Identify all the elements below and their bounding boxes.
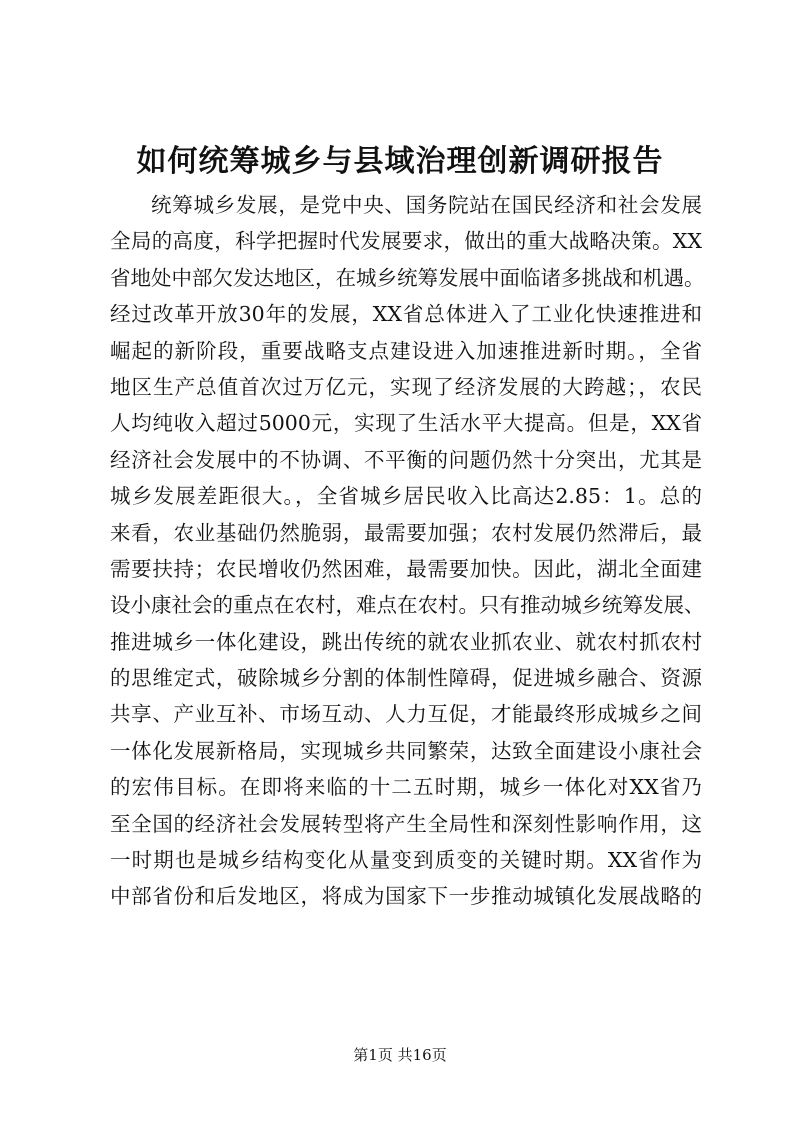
paragraph-line: 至全国的经济社会发展转型将产生全局性和深刻性影响作用，这 [110, 811, 702, 836]
paragraph-line: 省地处中部欠发达地区，在城乡统筹发展中面临诸多挑战和机遇。 [110, 265, 705, 290]
paragraph-line: 的宏伟目标。在即将来临的十二五时期，城乡一体化对XX省乃 [110, 775, 702, 800]
paragraph-line: 城乡发展差距很大。，全省城乡居民收入比高达2.85：1。总的 [110, 484, 702, 509]
paragraph-line: 推进城乡一体化建设，跳出传统的就农业抓农业、就农村抓农村 [110, 629, 702, 654]
paragraph-line: 全局的高度，科学把握时代发展要求，做出的重大战略决策。XX [110, 229, 702, 254]
paragraph-line: 人均纯收入超过5000元，实现了生活水平大提高。但是，XX省 [110, 411, 702, 436]
paragraph-line: 来看，农业基础仍然脆弱，最需要加强；农村发展仍然滞后，最 [110, 520, 702, 545]
document-title: 如何统筹城乡与县域治理创新调研报告 [136, 144, 664, 179]
paragraph-line: 共享、产业互补、市场互动、人力互促，才能最终形成城乡之间 [110, 702, 702, 727]
paragraph-line: 的思维定式，破除城乡分割的体制性障碍，促进城乡融合、资源 [110, 666, 702, 691]
paragraph-line: 中部省份和后发地区，将成为国家下一步推动城镇化发展战略的 [110, 884, 702, 909]
body-paragraph [110, 187, 705, 915]
paragraph-line: 崛起的新阶段，重要战略支点建设进入加速推进新时期。，全省 [110, 338, 702, 363]
paragraph-line: 需要扶持；农民增收仍然困难，最需要加快。因此，湖北全面建 [110, 556, 702, 581]
paragraph-line: 设小康社会的重点在农村，难点在农村。只有推动城乡统筹发展、 [110, 593, 705, 618]
paragraph-line: 地区生产总值首次过万亿元，实现了经济发展的大跨越；，农民 [110, 374, 702, 399]
paragraph-line: 经济社会发展中的不协调、不平衡的问题仍然十分突出，尤其是 [110, 447, 702, 472]
paragraph-line: 一体化发展新格局，实现城乡共同繁荣，达致全面建设小康社会 [110, 738, 702, 763]
paragraph-line: 一时期也是城乡结构变化从量变到质变的关键时期。XX省作为 [110, 848, 702, 873]
page-number: 第1页 共16页 [353, 1046, 447, 1064]
paragraph-line: 统筹城乡发展，是党中央、国务院站在国民经济和社会发展 [151, 193, 702, 217]
paragraph-line: 经过改革开放30年的发展，XX省总体进入了工业化快速推进和 [110, 302, 702, 327]
